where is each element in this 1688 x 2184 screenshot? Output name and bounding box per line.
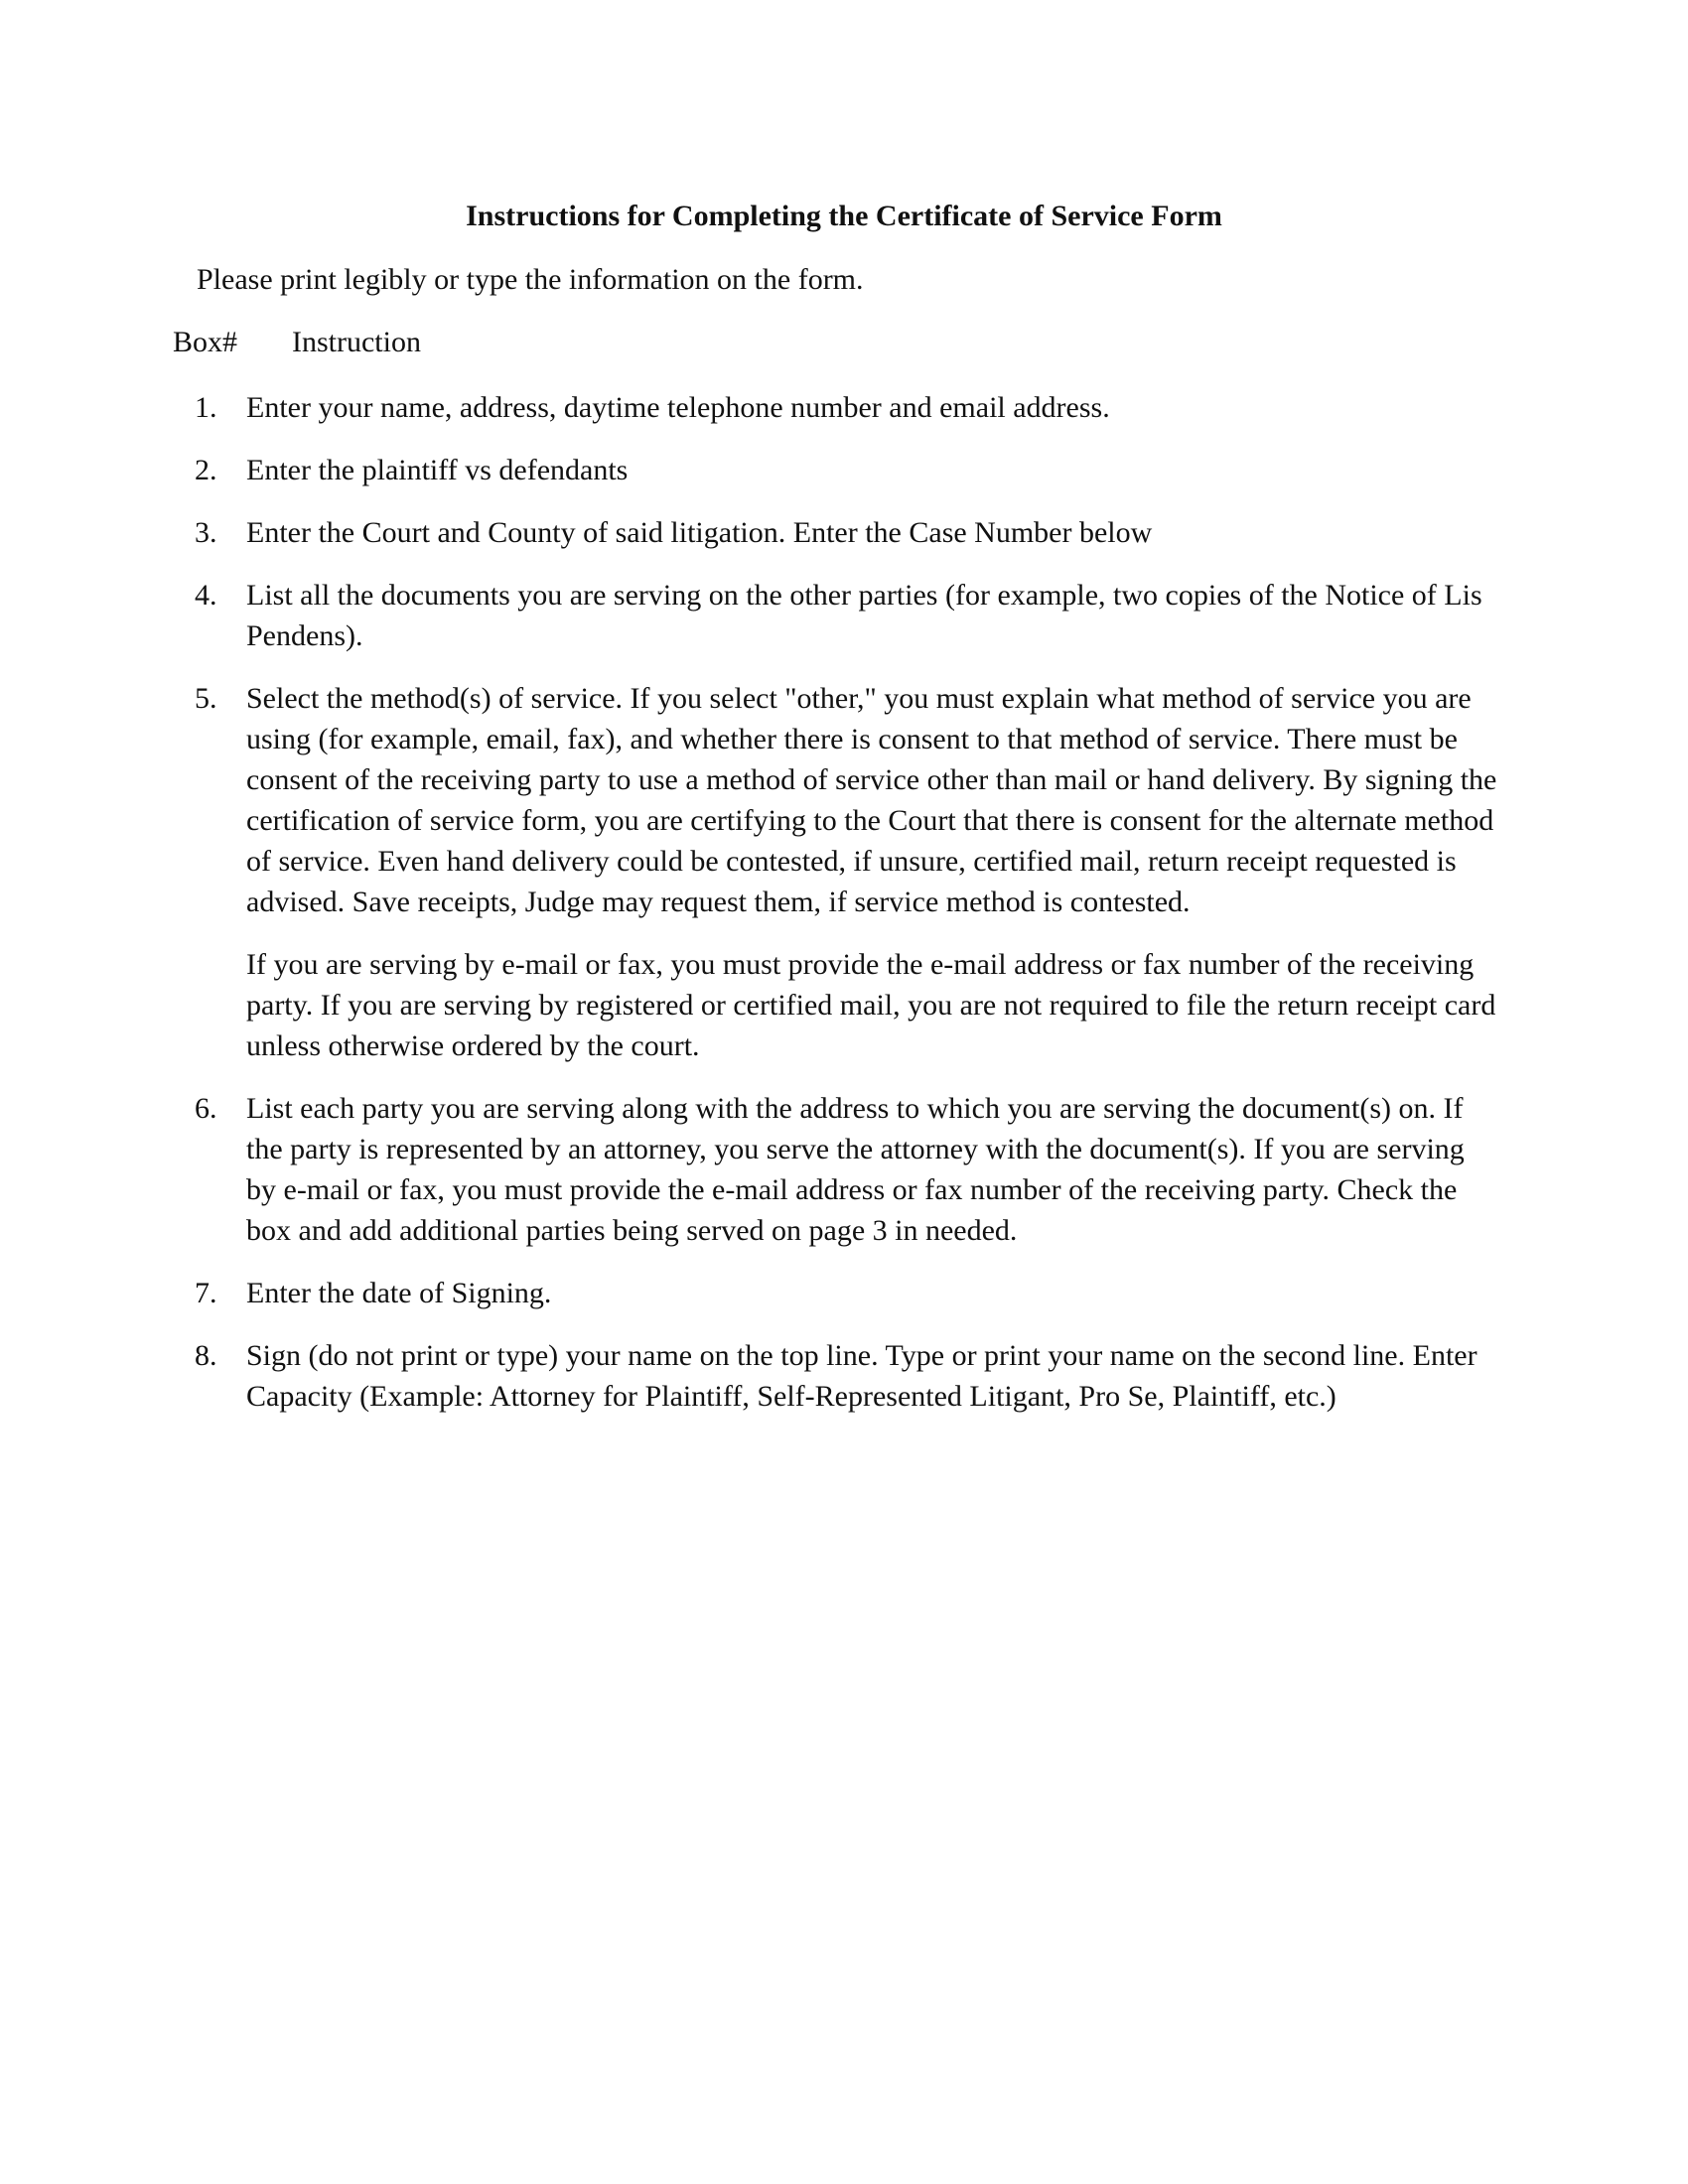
item-number: 2. — [195, 454, 217, 486]
item-text-continued: If you are serving by e-mail or fax, you must provide the e-mail address or fax number of the receiving party. If you are serving by registered or certified mail, you are not required to file the return receipt card unless otherwise ordered by the court. — [246, 948, 1496, 1062]
instruction-item-2 — [0, 450, 1688, 490]
instruction-list — [0, 387, 1688, 1438]
item-text: Sign (do not print or type) your name on the top line. Type or print your name on the second line. Enter Capacity (Example: Attorney for Plaintiff, Self-Represented Litigant, Pro Se, Plaintiff, etc.) — [246, 1339, 1477, 1413]
instruction-item-4 — [0, 575, 1688, 656]
instruction-header: Instruction — [292, 326, 421, 358]
item-number: 8. — [195, 1339, 217, 1372]
item-text: Enter the plaintiff vs defendants — [246, 454, 629, 486]
item-text: Enter the Court and County of said litigation. Enter the Case Number below — [246, 516, 1153, 549]
instruction-item-7 — [0, 1273, 1688, 1313]
item-number: 6. — [195, 1092, 217, 1125]
item-number: 1. — [195, 391, 217, 424]
instruction-item-8 — [0, 1335, 1688, 1417]
instruction-item-1 — [0, 387, 1688, 428]
item-text: Enter your name, address, daytime telephone number and email address. — [246, 391, 1110, 424]
item-text: Enter the date of Signing. — [246, 1277, 552, 1309]
instruction-item-6 — [0, 1088, 1688, 1251]
column-header-row — [173, 325, 421, 360]
item-number: 3. — [195, 516, 217, 549]
item-text: List each party you are serving along with the address to which you are serving the document(s) on. If the party is represented by an attorney, you serve the attorney with the document(s). If you are serving by e-mail or fax, you must provide the e-mail address or fax number of the receiving party. Check the box and add additional parties being served on page 3 in needed. — [246, 1092, 1465, 1247]
intro-text: Please print legibly or type the information on the form. — [197, 263, 864, 296]
box-number-header: Box# — [173, 326, 238, 358]
item-number: 7. — [195, 1277, 217, 1309]
item-number: 5. — [195, 682, 217, 715]
item-text: Select the method(s) of service. If you select "other," you must explain what method of service you are using (for example, email, fax), and whether there is consent to that method of service. There must be consent of the receiving party to use a method of service other than mail or hand delivery. By signing the certification of service form, you are certifying to the Court that there is consent for the alternate method of service. Even hand delivery could be contested, if unsure, certified mail, return receipt requested is advised. Save receipts, Judge may request them, if service method is contested. — [246, 682, 1497, 918]
instruction-item-3 — [0, 512, 1688, 553]
item-number: 4. — [195, 579, 217, 612]
page-title: Instructions for Completing the Certificate of Service Form — [466, 200, 1222, 232]
item-text: List all the documents you are serving on the other parties (for example, two copies of the Notice of Lis Pendens). — [246, 579, 1482, 652]
instruction-item-5 — [0, 678, 1688, 1066]
